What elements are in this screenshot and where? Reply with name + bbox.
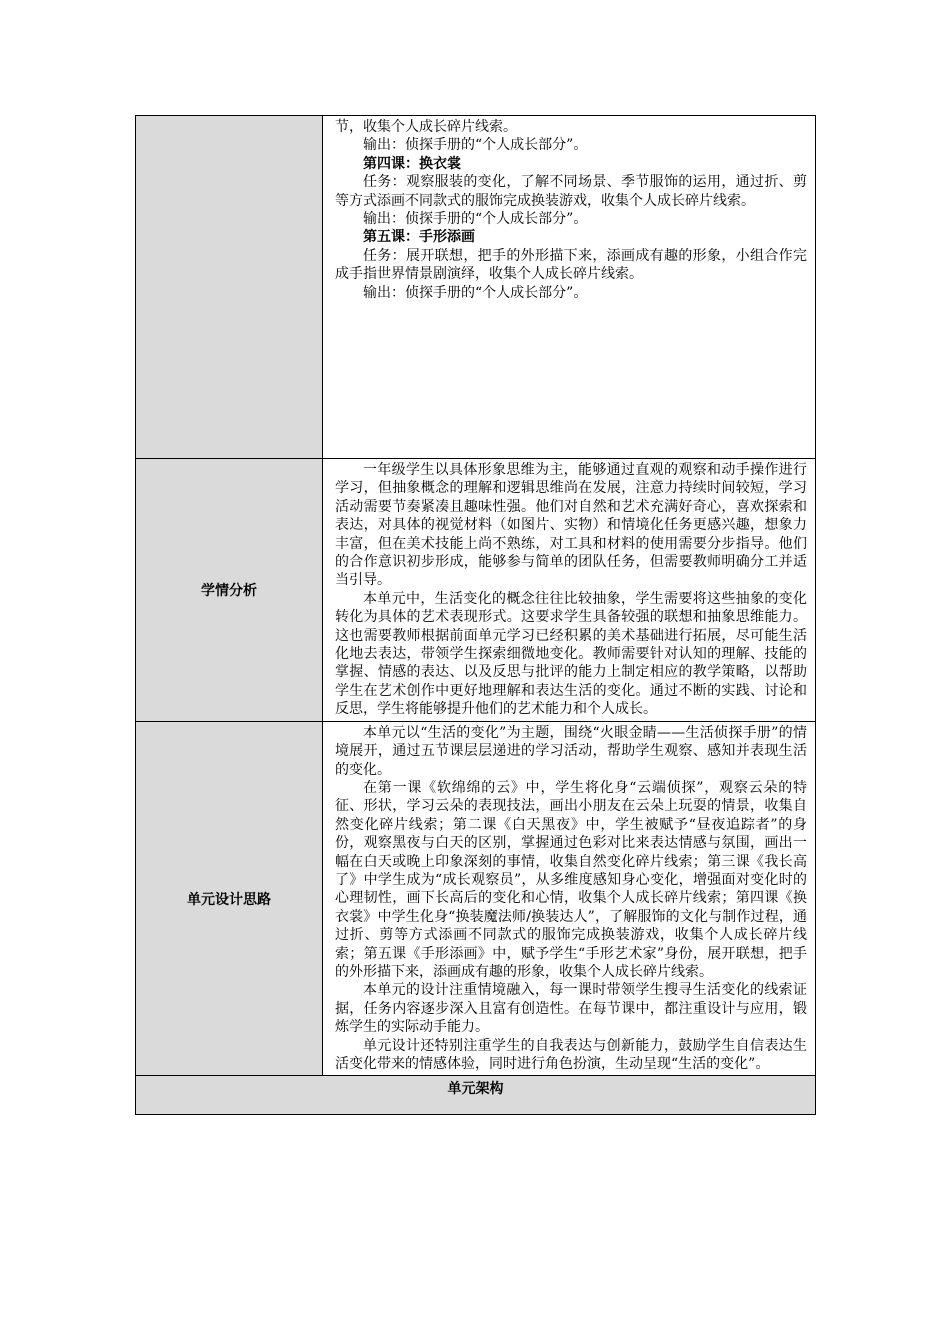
table-row-unit-structure: [136, 1076, 816, 1115]
lesson-4-title: 第四课：换衣裳: [363, 155, 461, 172]
analysis-paragraph: 一年级学生以具体形象思维为主，能够通过直观的观察和动手操作进行学习，但抽象概念的理解和逻辑思维尚在发展，注意力持续时间较短，学习活动需要节奏紧凑且趣味性强。他们对自然和艺术充满好奇心，喜欢探索和表达，对具体的视觉材料（如图片、实物）和情境化任务更感兴趣，想象力丰富，但在美术技能上尚不熟练，对工具和材料的使用需要分步指导。他们的合作意识初步形成，能够参与简单的团队任务，但需要教师明确分工并适当引导。: [335, 462, 807, 589]
lesson-continuation-cell: [323, 116, 816, 459]
lesson-5-task: 任务：展开联想，把手的外形描下来，添画成有趣的形象，小组合作完成手指世界情景剧演绎，收集个人成长碎片线索。: [335, 247, 807, 283]
analysis-paragraph: 本单元中，生活变化的概念往往比较抽象，学生需要将这些抽象的变化转化为具体的艺术表现形式。这要求学生具备较强的联想和抽象思维能力。这也需要教师根据前面单元学习已经积累的美术基础进行拓展，尽可能生活化地去表达，带领学生探索细微地变化。教师需要针对认知的理解、技能的掌握、情感的表达、以及反思与批评的能力上制定相应的教学策略，以帮助学生在艺术创作中更好地理解和表达生活的变化。通过不断的实践、讨论和反思，学生将能够提升他们的艺术能力和个人成长。: [335, 590, 807, 718]
design-paragraph: 单元设计还特别注重学生的自我表达与创新能力，鼓励学生自信表达生活变化带来的情感体验，同时进行角色扮演，生动呈现“生活的变化”。: [335, 1037, 807, 1072]
design-paragraph: 本单元以“生活的变化”为主题，围绕“火眼金睛——生活侦探手册”的情境展开，通过五节课层层递进的学习活动，帮助学生观察、感知并表现生活的变化。: [335, 724, 807, 778]
lesson-5-title: 第五课：手形添画: [363, 229, 475, 246]
design-rationale-cell: [323, 721, 816, 1076]
lesson-line: 输出：侦探手册的“个人成长部分”。: [363, 137, 588, 154]
lesson-4-task: 任务：观察服装的变化，了解不同场景、季节服饰的运用，通过折、剪等方式添画不同款式的服饰完成换装游戏，收集个人成长碎片线索。: [335, 174, 807, 209]
lesson-5-output: 输出：侦探手册的“个人成长部分”。: [363, 284, 588, 301]
design-paragraph: 在第一课《软绵绵的云》中，学生将化身“云端侦探”，观察云朵的特征、形状，学习云朵的表现技法，画出小朋友在云朵上玩耍的情景，收集自然变化碎片线索；第二课《白天黑夜》中，学生被赋予“昼夜追踪者”的身份，观察黑夜与白天的区别，掌握通过色彩对比来表达情感与氛围，画出一幅在白天或晚上印象深刻的事情，收集自然变化碎片线索；第三课《我长高了》中学生成为“成长观察员”，从多维度感知身心变化，增强面对变化时的心理韧性，画下长高后的变化和心情，收集个人成长碎片线索；第四课《换衣裳》中学生化身“换装魔法师/换装达人”，了解服饰的文化与制作过程，通过折、剪等方式添画不同款式的服饰完成换装游戏，收集个人成长碎片线索；第五课《手形添画》中，赋予学生“手形艺术家”身份，展开联想，把手的外形描下来，添画成有趣的形象，收集个人成长碎片线索。: [335, 779, 807, 980]
row-label-empty: [136, 116, 323, 459]
lesson-4-output: 输出：侦探手册的“个人成长部分”。: [363, 211, 588, 228]
unit-structure-heading: 单元架构: [136, 1076, 816, 1115]
unit-plan-table: [135, 115, 816, 1115]
row-label-student-analysis: 学情分析: [136, 459, 323, 722]
design-paragraph: 本单元的设计注重情境融入，每一课时带领学生搜寻生活变化的线索证据，任务内容逐步深入且富有创造性。在每节课中，都注重设计与应用，锻炼学生的实际动手能力。: [335, 982, 807, 1036]
table-row-design-rationale: [136, 721, 816, 1076]
table-row-student-analysis: [136, 459, 816, 722]
row-label-design-rationale: 单元设计思路: [136, 721, 323, 1076]
student-analysis-cell: [323, 459, 816, 722]
table-row-lesson-continuation: [136, 116, 816, 459]
lesson-line: 节，收集个人成长碎片线索。: [335, 119, 517, 135]
